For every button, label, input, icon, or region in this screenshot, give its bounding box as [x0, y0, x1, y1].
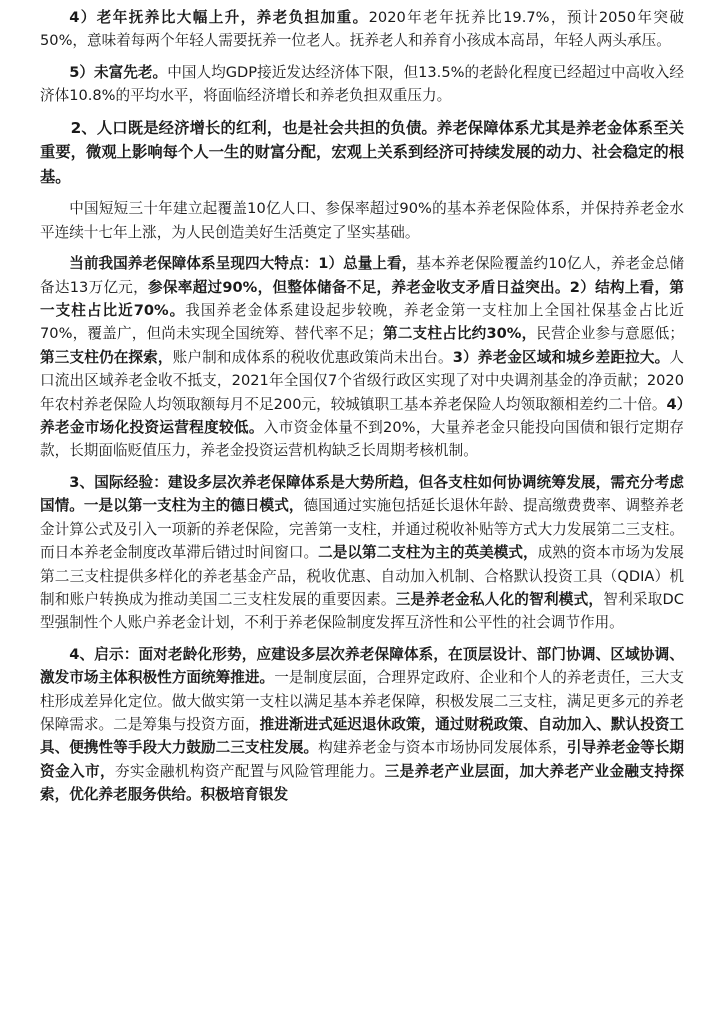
bold-text: 二是以第二支柱为主的英美模式， — [318, 544, 538, 562]
bold-text: 当前我国养老保障体系呈现四大特点：1）总量上看， — [69, 255, 417, 273]
bold-text: 4）老年抚养比大幅上升，养老负担加重。 — [69, 9, 369, 26]
body-text: 中国短短三十年建立起覆盖10亿人口、参保率超过90%的基本养老保险体系，并保持养老金水平连续十七年上涨，为人民创造美好生活奠定了坚实基础。 — [40, 200, 684, 241]
bold-text: 第二支柱占比约30%， — [382, 325, 537, 343]
bold-text: 4）养老金市场化投资运营程度较低。 — [40, 395, 685, 437]
paragraph-international-experience — [40, 471, 684, 635]
body-text: 一是制度层面，合理界定政府、企业和个人的养老责任，三大支柱形成差异化定位。做大做实第一支柱以满足基本养老保障，积极发展二三支柱，满足更多元的养老保障需求。二是筹集与投资方面， — [40, 669, 684, 733]
bold-text: 5）未富先老。 — [69, 63, 168, 81]
bold-text: 三是养老金私人化的智利模式， — [395, 590, 604, 608]
body-text: 夯实金融机构资产配置与风险管理能力。 — [114, 762, 385, 780]
body-text: 账户制和成体系的税收优惠政策尚未出台。 — [172, 348, 453, 366]
body-text: 人口流出区域养老金收不抵支，2021年全国仅7个省级行政区实现了对中央调剂基金的净贡献；2020年农村养老保险人均领取额每月不足200元，较城镇职工基本养老保险人均领取额相差约二十倍。 — [40, 348, 684, 413]
paragraph-four-characteristics — [40, 252, 684, 463]
bold-text: 推进渐进式延迟退休政策，通过财税政策、自动加入、默认投资工具、便携性等手段大力鼓励二三支柱发展。 — [40, 715, 684, 757]
paragraph-implications — [40, 643, 684, 807]
bold-text: 3、国际经验：建设多层次养老保障体系是大势所趋，但各支柱如何协调统筹发展，需充分考虑国情。一是以第一支柱为主的德日模式， — [40, 473, 684, 515]
body-text: 2020年老年抚养比19.7%，预计2050年突破50%，意味着每两个年轻人需要抚养一位老人。抚养老人和养育小孩成本高昂，年轻人两头承压。 — [40, 9, 684, 50]
body-text: 民营企业参与意愿低； — [536, 325, 684, 343]
bold-text: 第三支柱仍在探索， — [40, 348, 173, 366]
bold-text: 4、启示：面对老龄化形势，应建设多层次养老保障体系，在顶层设计、部门协调、区域协调、激发市场主体积极性方面统筹推进。 — [40, 645, 684, 687]
paragraph-population-dividend — [40, 116, 684, 190]
bold-text: 三是养老产业层面，加大养老产业金融支持探索，优化养老服务供给。积极培育银发 — [40, 762, 684, 804]
bold-text: 2、人口既是经济增长的红利，也是社会共担的负债。养老保障体系尤其是养老金体系至关重要，微观上影响每个人一生的财富分配，宏观上关系到经济可持续发展的动力、社会稳定的根基。 — [40, 118, 684, 186]
body-text: 中国人均GDP接近发达经济体下限，但13.5%的老龄化程度已经超过中高收入经济体10.8%的平均水平，将面临经济增长和养老负担双重压力。 — [40, 63, 685, 105]
paragraph-basic-pension-system — [40, 197, 684, 244]
body-text: 构建养老金与资本市场协同发展体系， — [318, 739, 567, 757]
body-text: 成熟的资本市场为发展第二三支柱提供多样化的养老基金产品，税收优惠、自动加入机制、合格默认投资工具（QDIA）机制和账户转换成为推动美国二三支柱发展的重要因素。 — [40, 544, 684, 608]
bold-text: 参保率超过90%，但整体储备不足，养老金收支矛盾日益突出。2）结构上看，第一支柱占比近70%。 — [40, 278, 684, 320]
body-text: 入市资金体量不到20%，大量养老金只能投向国债和银行定期存款，长期面临贬值压力，养老金投资运营机构缺乏长周期考核机制。 — [40, 419, 684, 460]
body-text: 德国通过实施包括延长退休年龄、提高缴费费率、调整养老金计算公式及引入一项新的养老保险，完善第一支柱，并通过税收补贴等方式大力发展第二三支柱。而日本养老金制度改革滞后错过时间窗口。 — [40, 497, 684, 562]
paragraph-aging-before-rich — [40, 61, 684, 108]
paragraph-elderly-dependency — [40, 6, 684, 53]
bold-text: 引导养老金等长期资金入市， — [40, 739, 684, 780]
body-text: 基本养老保险覆盖约10亿人，养老金总储备达13万亿元， — [40, 255, 684, 296]
bold-text: 3）养老金区域和城乡差距拉大。 — [452, 348, 670, 366]
body-text: 我国养老金体系建设起步较晚，养老金第一支柱加上全国社保基金占比近70%，覆盖广，但尚未实现全国统筹、替代率不足； — [40, 302, 684, 343]
body-text: 智利采取DC型强制性个人账户养老金计划，不利于养老保险制度发挥互济性和公平性的社会调节作用。 — [40, 590, 684, 632]
